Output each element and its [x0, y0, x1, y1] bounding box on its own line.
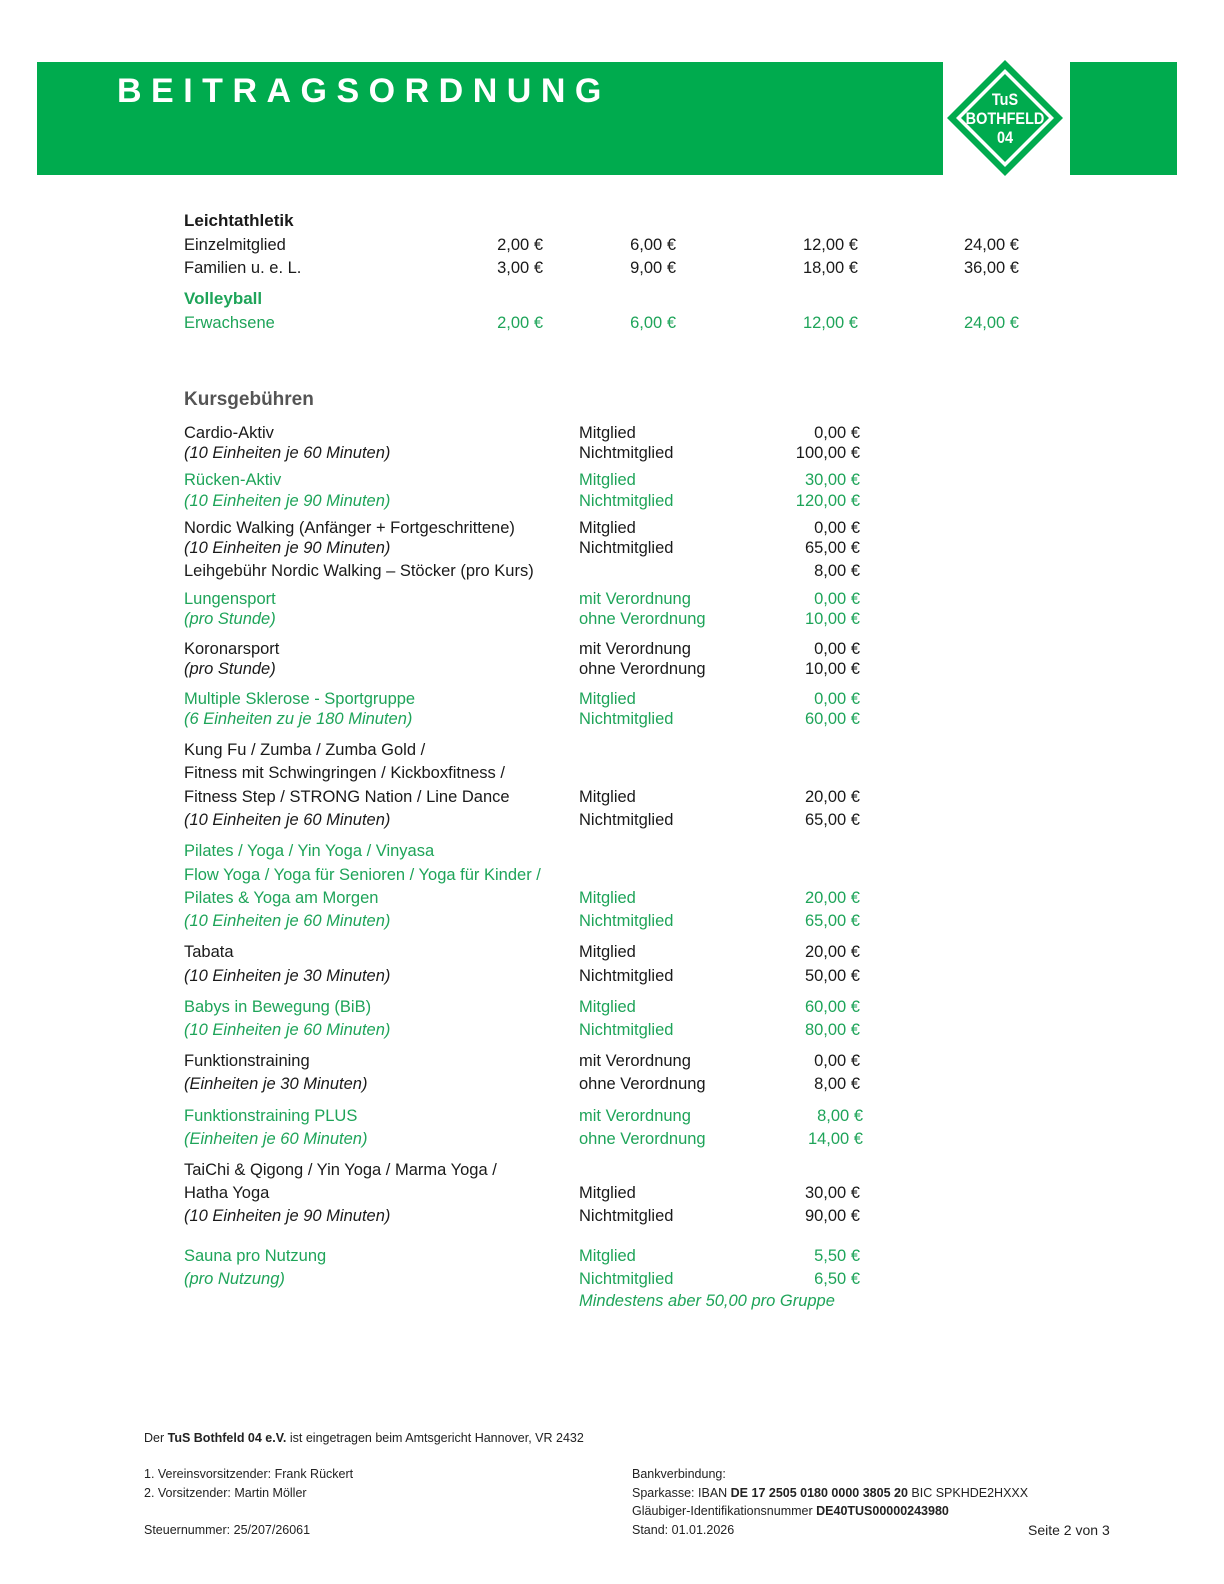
fee-row-label: Einzelmitglied [184, 236, 286, 254]
sauna-minimum-note: Mindestens aber 50,00 pro Gruppe [579, 1292, 835, 1310]
course-type: Nichtmitglied [579, 444, 674, 462]
course-detail: (10 Einheiten je 60 Minuten) [184, 1021, 391, 1039]
course-type: ohne Verordnung [579, 1075, 706, 1093]
course-detail: (Einheiten je 30 Minuten) [184, 1075, 368, 1093]
course-detail: (10 Einheiten je 90 Minuten) [184, 539, 391, 557]
course-price: 0,00 € [814, 640, 860, 658]
section-heading: Volleyball [184, 289, 263, 308]
course-detail: (pro Stunde) [184, 610, 276, 628]
bank-label: Bankverbindung: [632, 1467, 726, 1481]
course-price: 6,50 € [814, 1270, 860, 1288]
course-type: Mitglied [579, 424, 636, 442]
course-detail: (6 Einheiten zu je 180 Minuten) [184, 710, 413, 728]
course-type: Mitglied [579, 1184, 636, 1202]
course-detail: (pro Stunde) [184, 660, 276, 678]
course-detail: (10 Einheiten je 60 Minuten) [184, 912, 391, 930]
course-name: Fitness mit Schwingringen / Kickboxfitness / [184, 764, 505, 782]
course-detail: (10 Einheiten je 30 Minuten) [184, 967, 391, 985]
course-price: 30,00 € [804, 471, 860, 489]
course-price: 60,00 € [804, 710, 860, 728]
iban: DE 17 2505 0180 0000 3805 20 [730, 1486, 908, 1500]
course-price: 8,00 € [817, 1107, 863, 1125]
chair-2: 2. Vorsitzender: Martin Möller [144, 1486, 307, 1500]
course-name: Pilates / Yoga / Yin Yoga / Vinyasa [184, 842, 435, 860]
fee-value: 24,00 € [963, 314, 1019, 332]
course-name: Lungensport [184, 590, 276, 608]
bic: BIC SPKHDE2HXXX [907, 1486, 1029, 1500]
course-type: Mitglied [579, 943, 636, 961]
course-price: 65,00 € [804, 539, 860, 557]
bank-prefix: Sparkasse: IBAN [632, 1486, 731, 1500]
course-price: 65,00 € [804, 912, 860, 930]
course-detail: (10 Einheiten je 60 Minuten) [184, 444, 391, 462]
course-price: 10,00 € [804, 610, 860, 628]
course-price: 60,00 € [804, 998, 860, 1016]
fee-value: 2,00 € [497, 236, 543, 254]
stand-date: Stand: 01.01.2026 [632, 1523, 735, 1537]
course-type: Nichtmitglied [579, 492, 674, 510]
course-price: 0,00 € [814, 1052, 860, 1070]
course-detail: (10 Einheiten je 90 Minuten) [184, 1207, 391, 1225]
creditor-id: DE40TUS00000243980 [816, 1504, 949, 1518]
course-name: Rücken-Aktiv [184, 471, 282, 489]
course-type: Mitglied [579, 519, 636, 537]
fee-value: 2,00 € [497, 314, 543, 332]
course-type: Mitglied [579, 788, 636, 806]
course-type: ohne Verordnung [579, 610, 706, 628]
fee-value: 9,00 € [630, 259, 676, 277]
fee-value: 12,00 € [802, 314, 858, 332]
course-type: Nichtmitglied [579, 1270, 674, 1288]
course-name: Hatha Yoga [184, 1184, 270, 1202]
course-name: Koronarsport [184, 640, 280, 658]
fee-row-label: Familien u. e. L. [184, 259, 302, 277]
course-type: Nichtmitglied [579, 967, 674, 985]
fee-value: 24,00 € [963, 236, 1019, 254]
course-type: Mitglied [579, 889, 636, 907]
course-price: 14,00 € [807, 1130, 863, 1148]
logo-line-2: BOTHFELD [965, 108, 1045, 128]
course-type: mit Verordnung [579, 590, 691, 608]
course-price: 30,00 € [804, 1184, 860, 1202]
logo-line-1: TuS [991, 89, 1019, 109]
header-banner-right [1070, 62, 1177, 175]
fee-value: 18,00 € [802, 259, 858, 277]
course-name: Babys in Bewegung (BiB) [184, 998, 372, 1016]
club-logo-text [954, 58, 1056, 178]
course-price: 50,00 € [804, 967, 860, 985]
course-price: 20,00 € [804, 943, 860, 961]
course-price: 8,00 € [814, 1075, 860, 1093]
course-name: Tabata [184, 943, 234, 961]
fee-value: 12,00 € [802, 236, 858, 254]
courses-heading: Kursgebühren [184, 389, 314, 410]
course-type: mit Verordnung [579, 640, 691, 658]
course-name: Pilates & Yoga am Morgen [184, 889, 379, 907]
course-detail: (10 Einheiten je 90 Minuten) [184, 492, 391, 510]
course-name: Funktionstraining PLUS [184, 1107, 358, 1125]
course-name: Fitness Step / STRONG Nation / Line Dance [184, 788, 510, 806]
register-suffix: ist eingetragen beim Amtsgericht Hannover, VR 2432 [286, 1431, 584, 1445]
fee-value: 3,00 € [497, 259, 543, 277]
course-name: Nordic Walking (Anfänger + Fortgeschrittene) [184, 519, 515, 537]
course-type: mit Verordnung [579, 1052, 691, 1070]
fee-value: 6,00 € [630, 314, 676, 332]
course-price: 10,00 € [804, 660, 860, 678]
course-price: 8,00 € [814, 562, 860, 580]
course-name: Cardio-Aktiv [184, 424, 274, 442]
course-name: Funktionstraining [184, 1052, 310, 1070]
course-name: Leihgebühr Nordic Walking – Stöcker (pro Kurs) [184, 562, 534, 580]
page-title: BEITRAGSORDNUNG [117, 72, 611, 110]
page-number: Seite 2 von 3 [1028, 1522, 1110, 1538]
fee-value: 36,00 € [963, 259, 1019, 277]
logo-line-3: 04 [996, 127, 1014, 147]
register-note [144, 1431, 584, 1445]
course-name: Kung Fu / Zumba / Zumba Gold / [184, 741, 426, 759]
course-price: 0,00 € [814, 590, 860, 608]
course-type: Mitglied [579, 1247, 636, 1265]
course-detail: (10 Einheiten je 60 Minuten) [184, 811, 391, 829]
fee-value: 6,00 € [630, 236, 676, 254]
course-type: Nichtmitglied [579, 1207, 674, 1225]
course-price: 0,00 € [814, 424, 860, 442]
tax-number: Steuernummer: 25/207/26061 [144, 1523, 311, 1537]
creditor-line [632, 1504, 949, 1518]
course-price: 20,00 € [804, 788, 860, 806]
chair-1: 1. Vereinsvorsitzender: Frank Rückert [144, 1467, 354, 1481]
course-name: Sauna pro Nutzung [184, 1247, 327, 1265]
fee-row-label: Erwachsene [184, 314, 275, 332]
course-type: Nichtmitglied [579, 710, 674, 728]
course-price: 0,00 € [814, 690, 860, 708]
course-type: Nichtmitglied [579, 811, 674, 829]
course-type: ohne Verordnung [579, 1130, 706, 1148]
section-heading: Leichtathletik [184, 211, 294, 230]
course-name: Multiple Sklerose - Sportgruppe [184, 690, 416, 708]
course-type: Mitglied [579, 690, 636, 708]
course-type: ohne Verordnung [579, 660, 706, 678]
course-price: 120,00 € [795, 492, 860, 510]
creditor-label: Gläubiger-Identifikationsnummer [632, 1504, 817, 1518]
bank-details [632, 1486, 1028, 1500]
register-prefix: Der [144, 1431, 168, 1445]
course-detail: (pro Nutzung) [184, 1270, 285, 1288]
course-type: Mitglied [579, 471, 636, 489]
course-type: mit Verordnung [579, 1107, 691, 1125]
course-price: 100,00 € [795, 444, 860, 462]
club-name: TuS Bothfeld 04 e.V. [167, 1431, 287, 1445]
course-type: Nichtmitglied [579, 912, 674, 930]
course-price: 20,00 € [804, 889, 860, 907]
course-price: 90,00 € [804, 1207, 860, 1225]
course-price: 80,00 € [804, 1021, 860, 1039]
course-name: Flow Yoga / Yoga für Senioren / Yoga für Kinder / [184, 866, 541, 884]
course-price: 0,00 € [814, 519, 860, 537]
course-price: 65,00 € [804, 811, 860, 829]
course-type: Nichtmitglied [579, 539, 674, 557]
course-type: Nichtmitglied [579, 1021, 674, 1039]
course-detail: (Einheiten je 60 Minuten) [184, 1130, 368, 1148]
course-name: TaiChi & Qigong / Yin Yoga / Marma Yoga / [184, 1161, 497, 1179]
course-price: 5,50 € [814, 1247, 860, 1265]
course-type: Mitglied [579, 998, 636, 1016]
